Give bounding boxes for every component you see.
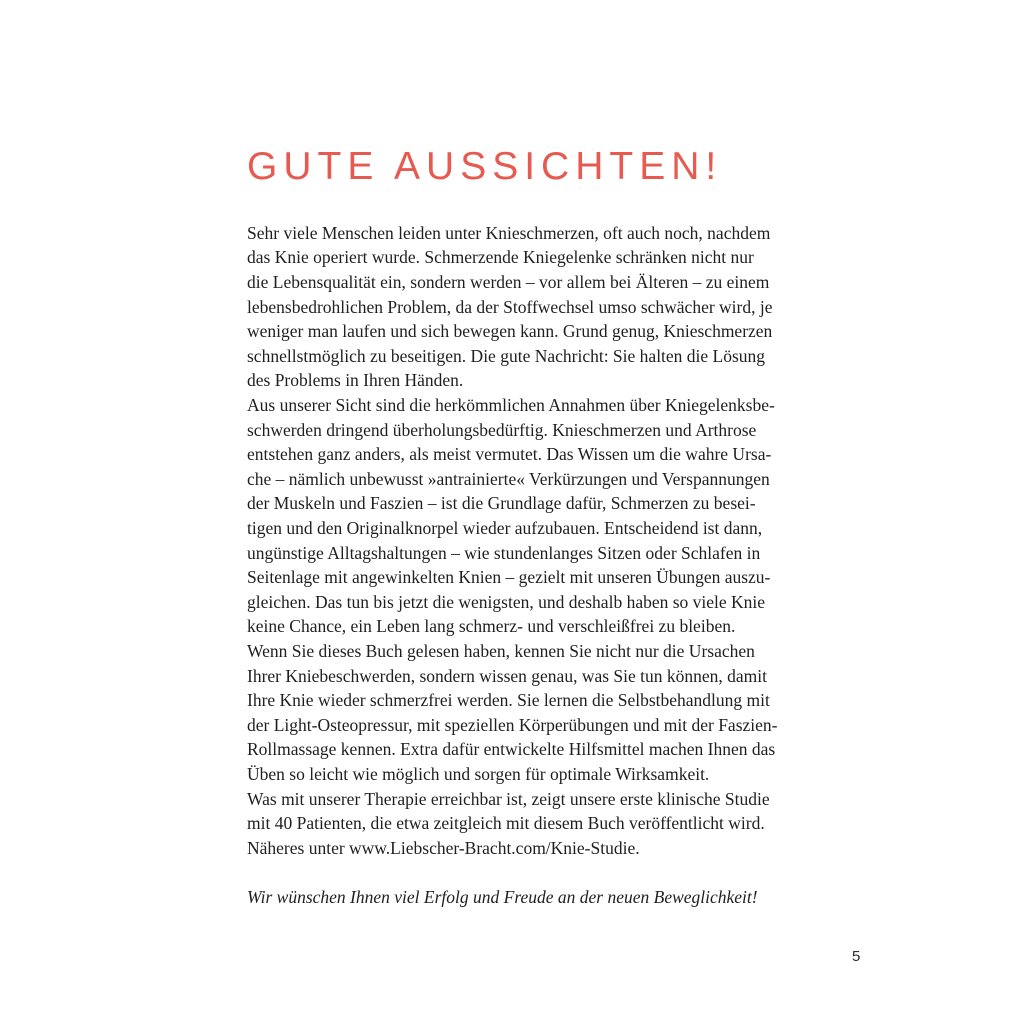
text-line: des Problems in Ihren Händen. [247,370,464,391]
text-line: der Muskeln und Faszien – ist die Grundlage dafür, Schmerzen zu besei- [247,493,756,514]
chapter-title: GUTE AUSSICHTEN! [247,145,723,188]
text-line: Was mit unserer Therapie erreichbar ist, zeigt unsere erste klinische Studie [247,788,770,809]
paragraph [247,221,807,393]
text-line: ungünstige Alltagshaltungen – wie stundenlanges Sitzen oder Schlafen in [247,542,761,563]
text-line: schnellstmöglich zu beseitigen. Die gute Nachricht: Sie halten die Lösung [247,345,766,366]
text-line: tigen und den Originalknorpel wieder aufzubauen. Entscheidend ist dann, [247,518,763,539]
text-line: gleichen. Das tun bis jetzt die wenigsten, und deshalb haben so viele Knie [247,591,766,612]
text-line: Rollmassage kennen. Extra dafür entwickelte Hilfsmittel machen Ihnen das [247,739,776,760]
text-line: schwerden dringend überholungsbedürftig. Knieschmerzen und Arthrose [247,419,757,440]
page-content [247,146,807,910]
text-line: entstehen ganz anders, als meist vermutet. Das Wissen um die wahre Ursa- [247,444,772,465]
text-line: Üben so leicht wie möglich und sorgen für optimale Wirksamkeit. [247,763,710,784]
text-line: keine Chance, ein Leben lang schmerz- und verschleißfrei zu bleiben. [247,616,736,637]
text-line: der Light-Osteopressur, mit speziellen Körperübungen und mit der Faszien- [247,714,778,735]
page-number: 5 [852,948,861,965]
text-line: mit 40 Patienten, die etwa zeitgleich mit diesem Buch veröffentlicht wird. [247,813,765,834]
body-text [247,221,807,860]
text-line: weniger man laufen und sich bewegen kann. Grund genug, Knieschmerzen [247,321,773,342]
paragraph [247,639,807,787]
text-line: lebensbedrohlichen Problem, da der Stoffwechsel umso schwächer wird, je [247,296,773,317]
text-line: die Lebensqualität ein, sondern werden – vor allem bei Älteren – zu einem [247,272,770,293]
paragraph [247,787,807,861]
text-line: Wenn Sie dieses Buch gelesen haben, kennen Sie nicht nur die Ursachen [247,640,755,661]
closing-line: Wir wünschen Ihnen viel Erfolg und Freude an der neuen Beweglichkeit! [247,887,758,908]
text-line: Seitenlage mit angewinkelten Knien – gezielt mit unseren Übungen auszu- [247,567,771,588]
paragraph [247,393,807,639]
text-line: che – nämlich unbewusst »antrainierte« Verkürzungen und Verspannungen [247,468,770,489]
text-line: das Knie operiert wurde. Schmerzende Kniegelenke schränken nicht nur [247,247,754,268]
text-line: Aus unserer Sicht sind die herkömmlichen Annahmen über Kniegelenksbe- [247,395,775,416]
text-line: Näheres unter www.Liebscher-Bracht.com/Knie-Studie. [247,837,640,858]
text-line: Ihre Knie wieder schmerzfrei werden. Sie lernen die Selbstbehandlung mit [247,690,770,711]
text-line: Ihrer Kniebeschwerden, sondern wissen genau, was Sie tun können, damit [247,665,768,686]
text-line: Sehr viele Menschen leiden unter Knieschmerzen, oft auch noch, nachdem [247,222,771,243]
